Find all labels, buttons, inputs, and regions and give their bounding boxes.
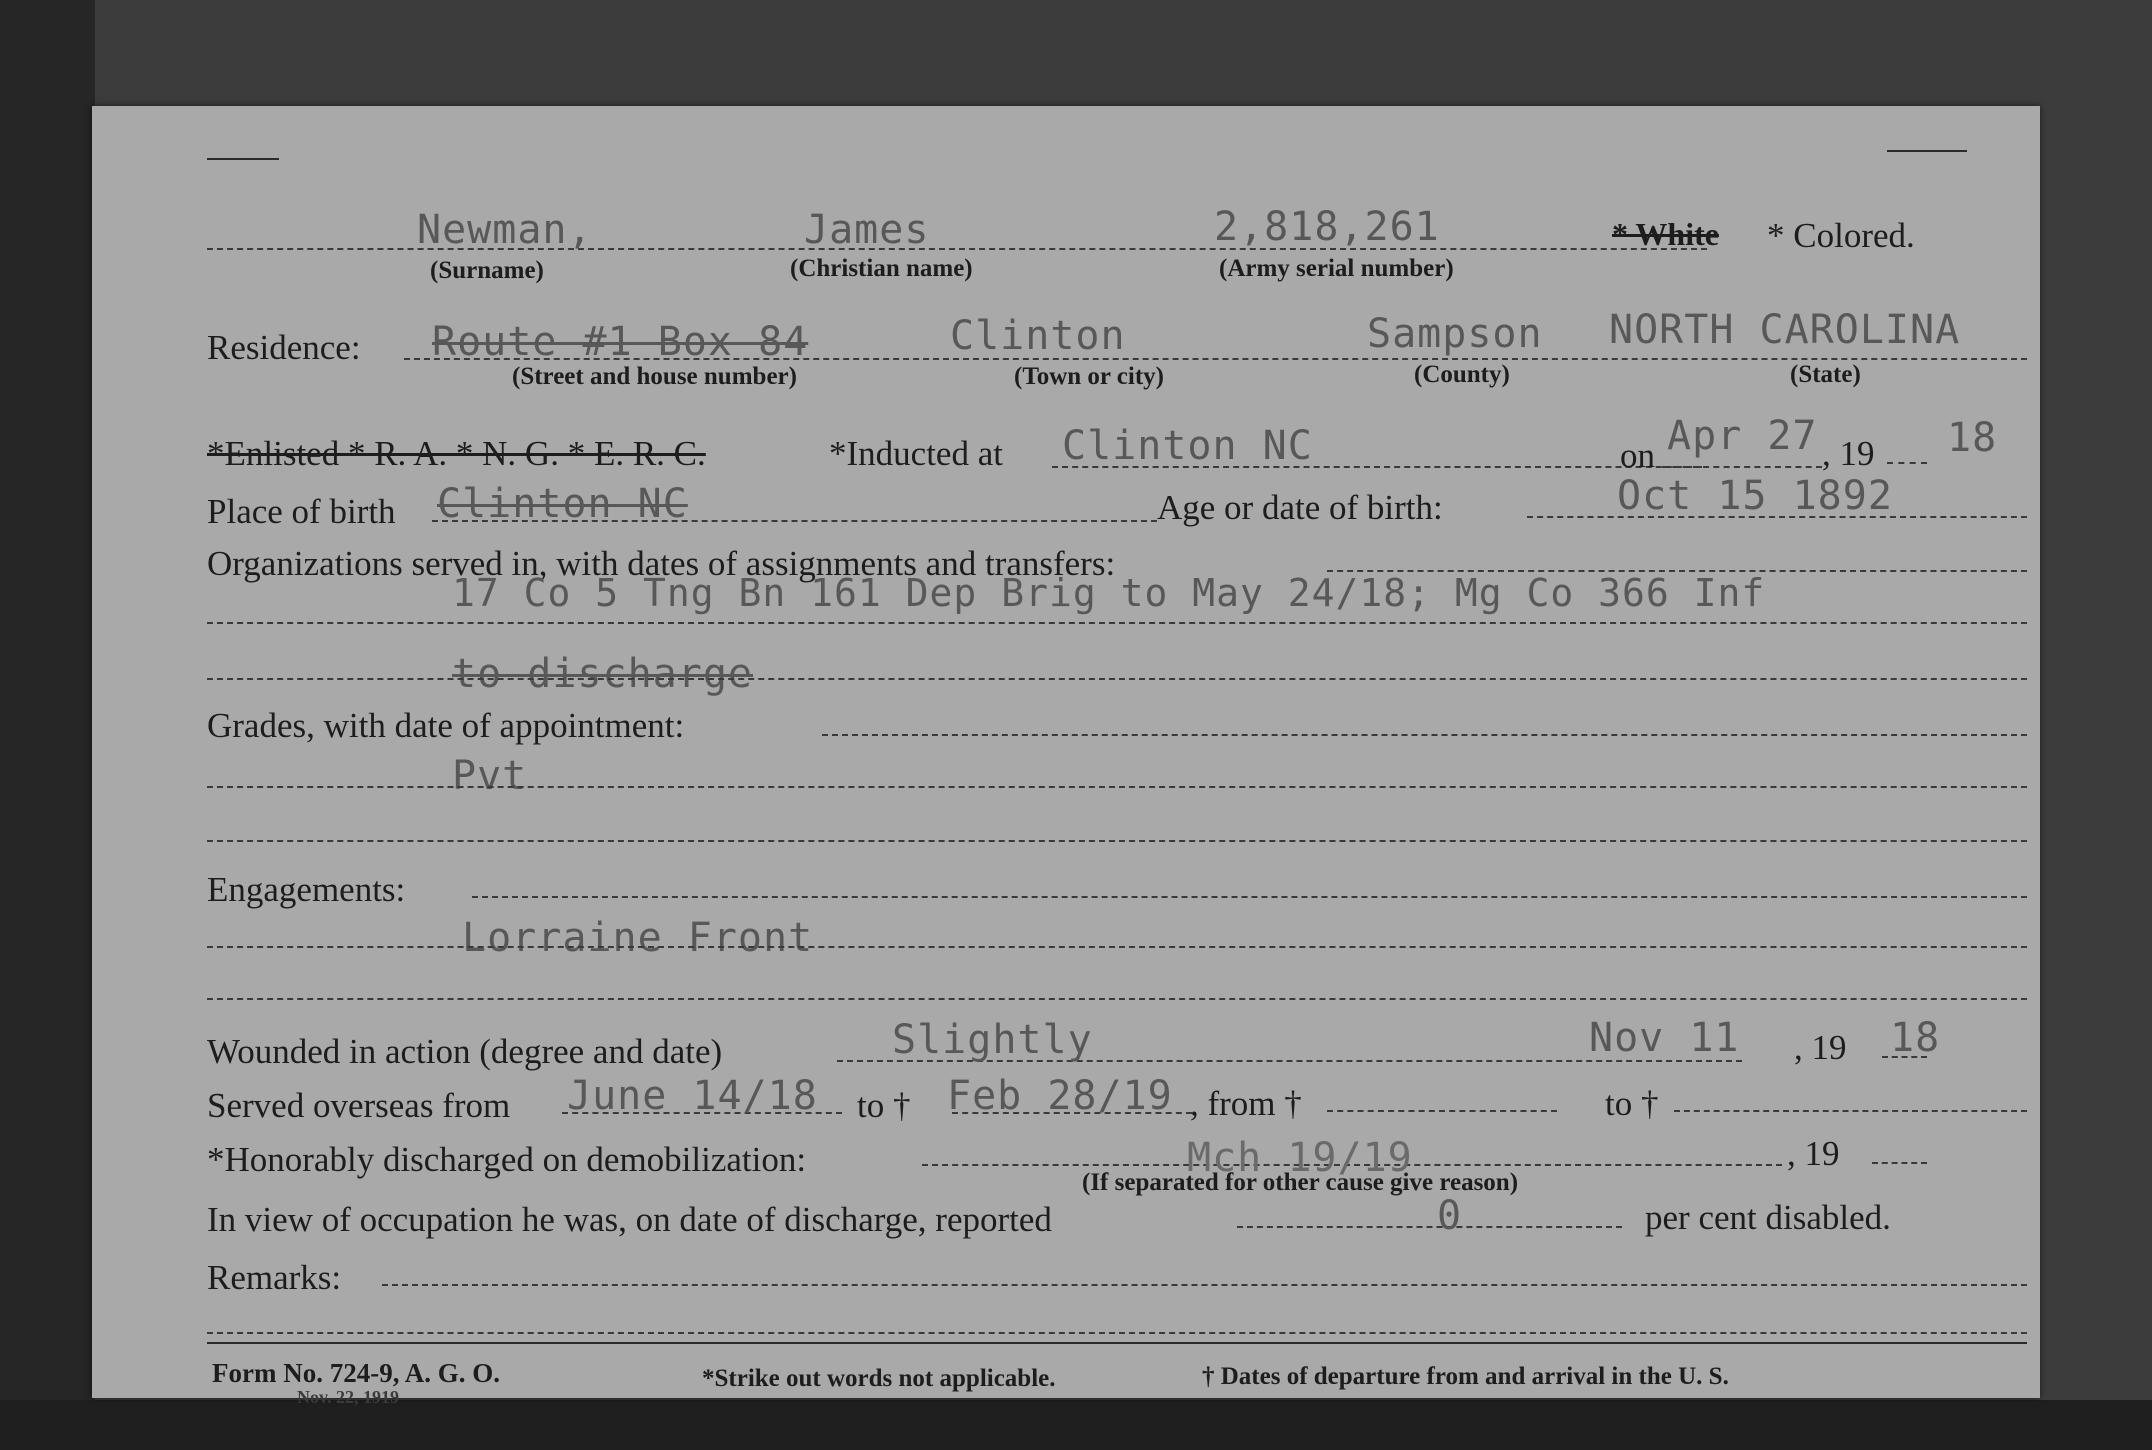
inducted-date-value: Apr 27 — [1667, 413, 1818, 459]
disability-suffix: per cent disabled. — [1645, 1198, 1891, 1237]
grades-line-2 — [207, 840, 2027, 842]
overseas-to2-line — [1674, 1110, 2027, 1112]
engagements-value: Lorraine Front — [462, 915, 814, 961]
birth-place-value: Clinton NC — [437, 481, 688, 527]
serial-number-caption: (Army serial number) — [1219, 255, 1454, 282]
wounded-year-prefix: , 19 — [1794, 1028, 1847, 1067]
christian-name-value: James — [804, 207, 930, 253]
inducted-date-line — [1662, 466, 1822, 468]
overseas-from-value: June 14/18 — [567, 1073, 818, 1119]
inducted-year-value: 18 — [1947, 415, 1998, 461]
inducted-place-value: Clinton NC — [1062, 423, 1313, 469]
engagements-label: Engagements: — [207, 870, 406, 909]
race-white-option: * White — [1612, 216, 1719, 252]
county-value: Sampson — [1367, 311, 1543, 357]
engagements-line-0 — [472, 896, 2027, 898]
service-record-card — [92, 106, 2040, 1407]
birth-date-label: Age or date of birth: — [1157, 488, 1443, 527]
form-number: Form No. 724-9, A. G. O. — [212, 1358, 500, 1388]
wounded-degree-value: Slightly — [892, 1017, 1093, 1063]
disability-value: 0 — [1437, 1193, 1463, 1239]
grades-value: Pvt — [452, 753, 528, 799]
top-left-rule — [207, 158, 279, 160]
wounded-year-value: 18 — [1890, 1015, 1941, 1061]
overseas-to2-label: to † — [1605, 1084, 1659, 1123]
town-caption: (Town or city) — [1014, 363, 1164, 390]
overseas-from2-line — [1327, 1110, 1557, 1112]
background-left — [0, 0, 95, 1450]
disability-label: In view of occupation he was, on date of discharge, reported — [207, 1200, 1052, 1239]
discharge-date-value: Mch 19/19 — [1187, 1135, 1413, 1181]
organizations-line-2 — [207, 678, 2027, 680]
race-colored-option: * Colored. — [1767, 216, 1915, 255]
serial-number-value: 2,818,261 — [1214, 204, 1440, 250]
discharge-year-line — [1872, 1162, 1927, 1164]
inducted-label: *Inducted at — [829, 434, 1003, 473]
surname-caption: (Surname) — [430, 257, 544, 284]
christian-name-caption: (Christian name) — [790, 255, 973, 282]
birth-place-label: Place of birth — [207, 492, 396, 531]
discharge-label: *Honorably discharged on demobilization: — [207, 1140, 807, 1179]
grades-line-0 — [822, 734, 2027, 736]
inducted-on-label: on — [1620, 436, 1655, 475]
remarks-label: Remarks: — [207, 1258, 342, 1297]
surname-value: Newman, — [417, 207, 593, 253]
inducted-year-line — [1887, 462, 1927, 464]
overseas-to-value: Feb 28/19 — [947, 1073, 1173, 1119]
organizations-label: Organizations served in, with dates of assignments and transfers: — [207, 544, 1116, 583]
strike-out-note: *Strike out words not applicable. — [702, 1365, 1056, 1392]
grades-label: Grades, with date of appointment: — [207, 706, 685, 745]
wounded-label: Wounded in action (degree and date) — [207, 1032, 723, 1071]
town-value: Clinton — [950, 313, 1126, 359]
engagements-line-1 — [207, 946, 2027, 948]
organizations-value-line1: 17 Co 5 Tng Bn 161 Dep Brig to May 24/18; Mg Co 366 Inf — [452, 571, 1766, 615]
overseas-label: Served overseas from — [207, 1086, 511, 1125]
enlisted-options: *Enlisted * R. A. * N. G. * E. R. C. — [207, 434, 706, 473]
state-caption: (State) — [1790, 361, 1861, 388]
footer-rule — [207, 1342, 2027, 1344]
overseas-to-label: to † — [857, 1086, 911, 1125]
birth-date-value: Oct 15 1892 — [1617, 473, 1893, 519]
engagements-line-2 — [207, 998, 2027, 1000]
grades-line-1 — [207, 786, 2027, 788]
remarks-line-1 — [207, 1332, 2027, 1334]
dates-note: † Dates of departure from and arrival in the U. S. — [1202, 1363, 1729, 1390]
organizations-line-1 — [207, 622, 2027, 624]
county-caption: (County) — [1414, 361, 1510, 388]
wounded-date-value: Nov 11 — [1589, 1015, 1740, 1061]
remarks-line-0 — [382, 1284, 2027, 1286]
inducted-year-prefix: , 19 — [1822, 434, 1875, 473]
top-right-rule — [1887, 150, 1967, 152]
residence-label: Residence: — [207, 328, 361, 367]
form-date: Nov. 22, 1919 — [297, 1387, 400, 1407]
discharge-note: (If separated for other cause give reason) — [1082, 1169, 1519, 1196]
discharge-year-prefix: , 19 — [1787, 1134, 1840, 1173]
state-value: NORTH CAROLINA — [1609, 307, 1961, 353]
disability-line — [1237, 1226, 1622, 1228]
street-caption: (Street and house number) — [512, 363, 797, 390]
overseas-from2-label: , from † — [1190, 1084, 1302, 1123]
background-bottom — [0, 1400, 2152, 1450]
street-value: Route #1 Box 84 — [432, 319, 809, 365]
organizations-value-line2: to discharge — [452, 651, 753, 697]
